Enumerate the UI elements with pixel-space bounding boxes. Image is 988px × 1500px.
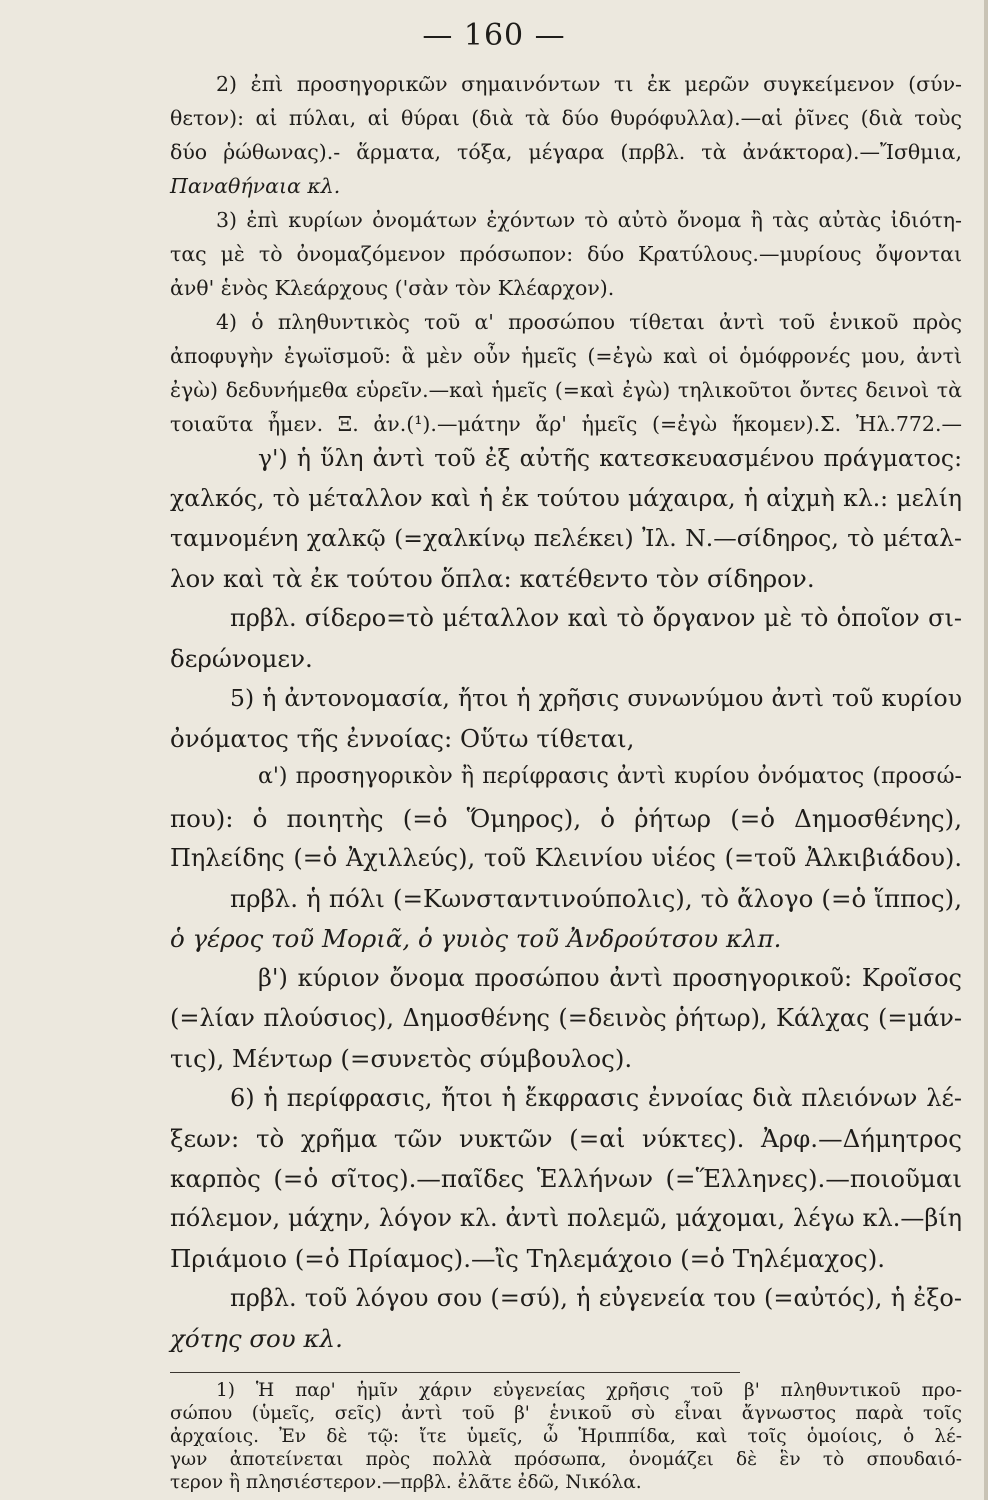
text-line: ταμνομένη χαλκῷ (=χαλκίνῳ πελέκει) Ἰλ. Ν.—σίδηρος, τὸ μέταλ- [170, 524, 962, 552]
text-line: πρβλ. σίδερο=τὸ μέταλλον καὶ τὸ ὄργανον μὲ τὸ ὁποῖον σι- [230, 604, 962, 632]
footnote-line: ἀρχαίοις. Ἐν δὲ τῷ: ἴτε ὑμεῖς, ὦ Ἡριππίδα, καὶ τοῖς ὁμοίοις, ὁ λέ- [170, 1426, 962, 1447]
page-number: — 160 — [422, 18, 566, 53]
text-line: τας μὲ τὸ ὀνομαζόμενον πρόσωπον: δύο Κρατύλους.—μυρίους ὄψονται [170, 242, 962, 266]
text-line: χότης σου κλ. [170, 1324, 343, 1353]
text-line: πρβλ. τοῦ λόγου σου (=σύ), ἡ εὐγενεία του (=αὐτός), ἡ ἐξο- [230, 1284, 962, 1312]
text-line: που): ὁ ποιητὴς (=ὁ Ὅμηρος), ὁ ῥήτωρ (=ὁ Δημοσθένης), [170, 804, 962, 833]
footnote-rule [170, 1372, 740, 1373]
text-line: ξεων: τὸ χρῆμα τῶν νυκτῶν (=αἱ νύκτες). Ἀρφ.—Δήμητρος [170, 1124, 962, 1153]
text-line: α') προσηγορικὸν ἢ περίφρασις ἀντὶ κυρίου ὀνόματος (προσώ- [258, 764, 962, 789]
text-line: ἀνθ' ἑνὸς Κλεάρχους ('σὰν τὸν Κλέαρχον). [170, 276, 615, 300]
text-line: πρβλ. ἡ πόλι (=Κωνσταντινούπολις), τὸ ἄλογο (=ὁ ἵππος), [230, 884, 962, 913]
text-line: Πριάμοιο (=ὁ Πρίαμος).—ἲς Τηλεμάχοιο (=ὁ Τηλέμαχος). [170, 1244, 886, 1273]
text-line: δύο ῥώθωνας).- ἅρματα, τόξα, μέγαρα (πρβλ. τὰ ἀνάκτορα).—Ἴσθμια, [170, 140, 962, 164]
text-line: λον καὶ τὰ ἐκ τούτου ὅπλα: κατέθεντο τὸν σίδηρον. [170, 564, 815, 593]
footnote-line: 1) Ἡ παρ' ἡμῖν χάριν εὐγενείας χρῆσις τοῦ β' πληθυντικοῦ προ- [216, 1380, 962, 1401]
page-fold-shadow [984, 0, 988, 1500]
text-line: τις), Μέντωρ (=συνετὸς σύμβουλος). [170, 1044, 633, 1073]
text-line: 6) ἡ περίφρασις, ἤτοι ἡ ἔκφρασις ἐννοίας διὰ πλειόνων λέ- [230, 1084, 962, 1112]
text-line: Παναθήναια κλ. [170, 174, 341, 198]
footnote-line: σώπου (ὑμεῖς, σεῖς) ἀντὶ τοῦ β' ἑνικοῦ σὺ εἶναι ἄγνωστος παρὰ τοῖς [170, 1403, 962, 1424]
text-line: χαλκός, τὸ μέταλλον καὶ ἡ ἐκ τούτου μάχαιρα, ἡ αἰχμὴ κλ.: μελίη [170, 484, 962, 512]
text-line: ὀνόματος τῆς ἐννοίας: Οὕτω τίθεται, [170, 724, 635, 753]
text-line: 4) ὁ πληθυντικὸς τοῦ α' προσώπου τίθεται ἀντὶ τοῦ ἑνικοῦ πρὸς [216, 310, 962, 334]
text-line: πόλεμον, μάχην, λόγον κλ. ἀντὶ πολεμῶ, μάχομαι, λέγω κλ.—βίη [170, 1204, 962, 1232]
text-line: β') κύριον ὄνομα προσώπου ἀντὶ προσηγορικοῦ: Κροῖσος [258, 964, 962, 992]
footnote-line: τερον ἢ πλησιέστερον.—πρβλ. ἐλᾶτε ἐδῶ, Νικόλα. [170, 1472, 642, 1493]
text-line: 2) ἐπὶ προσηγορικῶν σημαινόντων τι ἐκ μερῶν συγκείμενον (σύν- [216, 72, 962, 96]
text-line: (=λίαν πλούσιος), Δημοσθένης (=δεινὸς ῥήτωρ), Κάλχας (=μάν- [170, 1004, 962, 1032]
text-line: ἐγὼ) δεδυνήμεθα εὑρεῖν.—καὶ ἡμεῖς (=καὶ ἐγὼ) τηλικοῦτοι ὄντες δεινοὶ τὰ [170, 378, 962, 402]
text-line: 5) ἡ ἀντονομασία, ἤτοι ἡ χρῆσις συνωνύμου ἀντὶ τοῦ κυρίου [230, 684, 962, 712]
text-line: ὁ γέρος τοῦ Μοριᾶ, ὁ γυιὸς τοῦ Ἀνδρούτσου κλπ. [170, 924, 782, 953]
text-line: τοιαῦτα ἦμεν. Ξ. ἀν.(¹).—μάτην ἄρ' ἡμεῖς (=ἐγὼ ἥκομεν).Σ. Ἠλ.772.— [170, 412, 962, 436]
text-line: 3) ἐπὶ κυρίων ὀνομάτων ἐχόντων τὸ αὐτὸ ὄνομα ἢ τὰς αὐτὰς ἰδιότη- [216, 208, 962, 232]
text-line: θετον): αἱ πύλαι, αἱ θύραι (διὰ τὰ δύο θυρόφυλλα).—αἱ ῥῖνες (διὰ τοὺς [170, 106, 962, 130]
text-line: γ') ἡ ὕλη ἀντὶ τοῦ ἐξ αὐτῆς κατεσκευασμένου πράγματος: [258, 444, 962, 472]
text-line: δερώνομεν. [170, 644, 313, 673]
text-line: Πηλείδης (=ὁ Ἀχιλλεύς), τοῦ Κλεινίου υἱέος (=τοῦ Ἀλκιβιάδου). [170, 844, 962, 872]
footnote-line: γων ἀποτείνεται πρὸς πολλὰ πρόσωπα, ὀνομάζει δὲ ἓν τὸ σπουδαιό- [170, 1449, 962, 1470]
text-line: ἀποφυγὴν ἐγωϊσμοῦ: ἃ μὲν οὖν ἡμεῖς (=ἐγὼ καὶ οἱ ὁμόφρονές μου, ἀντὶ [170, 344, 962, 368]
text-line: καρπὸς (=ὁ σῖτος).—παῖδες Ἑλλήνων (=Ἕλληνες).—ποιοῦμαι [170, 1164, 962, 1193]
